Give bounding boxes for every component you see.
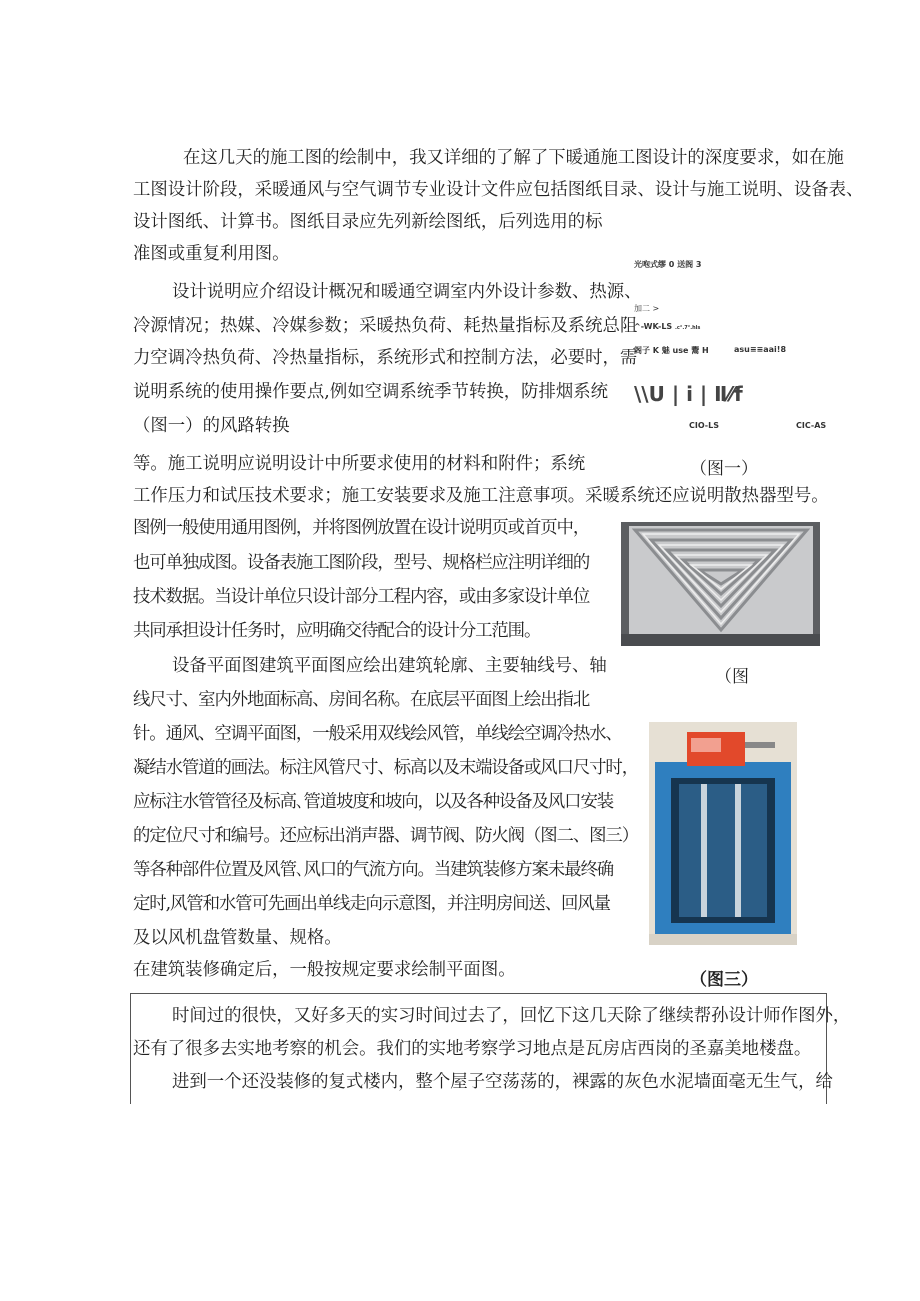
text-line: 的定位尺寸和编号。还应标出消声器、调节阀、防火阀（图二、图三） (133, 826, 639, 846)
text-line: 及以风机盘管数量、规格。 (133, 928, 342, 948)
figure-caption: （图一） (690, 459, 758, 479)
text-line: 冷源情况；热媒、冷媒参数；采暖热负荷、耗热量指标及系统总阻 (133, 316, 638, 336)
figure-caption: （图 (715, 667, 749, 687)
diagram-label-main: ^-WK-LS (634, 322, 673, 331)
text-line: 准图或重复利用图。 (133, 244, 290, 264)
fire-damper-photo (649, 722, 797, 945)
figure-caption: （图三） (690, 970, 758, 990)
text-line: 定时,风管和水管可先画出单线走向示意图，并注明房间送、回风量 (133, 894, 610, 914)
text-line: 技术数据。当设计单位只设计部分工程内容，或由多家设计单位 (133, 587, 590, 607)
text-line: 针。通风、空调平面图，一般采用双线绘风管，单线绘空调冷热水、 (133, 724, 622, 744)
diagram-glyphs: \\U | i | Ⅱ⁄⁄f (634, 382, 743, 406)
diagram-label: 加二 > (634, 304, 660, 313)
text-line: 在建筑装修确定后，一般按规定要求绘制平面图。 (133, 960, 516, 980)
air-diffuser-photo (621, 522, 820, 646)
text-line: 设计说明应介绍设计概况和暖通空调室内外设计参数、热源、 (172, 282, 642, 302)
diagram-label: 光咆式缪 0 送阁 3 (634, 260, 702, 269)
text-line: 凝结水管道的画法。标注风管尺寸、标高以及末端设备或风口尺寸时， (133, 758, 639, 778)
text-line: 工作压力和试压技术要求；施工安装要求及施工注意事项。采暖系统还应说明散热器型号。 (133, 486, 829, 506)
diagram-label (634, 322, 700, 331)
text-line: 也可单独成图。设备表施工图阶段，型号、规格栏应注明详细的 (133, 553, 590, 573)
text-line: 说明系统的使用操作要点,例如空调系统季节转换，防排烟系统 (133, 382, 609, 402)
text-line: 还有了很多去实地考察的机会。我们的实地考察学习地点是瓦房店西岗的圣嘉美地楼盘。 (133, 1039, 812, 1059)
diagram-label: CIC-AS (796, 421, 827, 430)
text-line: （图一）的风路转换 (133, 416, 290, 436)
diagram-label: 阁子 K 魅 use 鬻 H (634, 346, 709, 355)
text-line: 时间过的很快，又好多天的实习时间过去了，回忆下这几天除了继续帮孙设计师作图外， (172, 1006, 851, 1026)
text-line: 进到一个还没装修的复式楼内，整个屋子空荡荡的，裸露的灰色水泥墙面毫无生气，给 (172, 1072, 833, 1092)
text-line: 力空调冷热负荷、冷热量指标，系统形式和控制方法，必要时，需 (133, 348, 638, 368)
text-line: 工图设计阶段，采暖通风与空气调节专业设计文件应包括图纸目录、设计与施工说明、设备表、 (133, 180, 864, 200)
diagram-label: CIO-LS (689, 421, 719, 430)
text-line: 在这几天的施工图的绘制中，我又详细的了解了下暖通施工图设计的深度要求，如在施 (183, 148, 844, 168)
text-line: 应标注水管管径及标高､管道坡度和坡向，以及各种设备及风口安装 (133, 792, 614, 812)
diagram-label-sub: .c°.7°.hls (674, 325, 701, 331)
text-line: 共同承担设计任务时，应明确交待配合的设计分工范围。 (133, 621, 541, 641)
text-line: 等。施工说明应说明设计中所要求使用的材料和附件；系统 (133, 454, 586, 474)
text-line: 设备平面图建筑平面图应绘出建筑轮廓、主要轴线号、轴 (172, 656, 607, 676)
text-line: 图例一般使用通用图例，并将图例放置在设计说明页或首页中， (133, 518, 590, 538)
text-line: 设计图纸、计算书。图纸目录应先列新绘图纸，后列选用的标 (133, 212, 603, 232)
text-line: 等各种部件位置及风管､风口的气流方向。当建筑装修方案未最终确 (133, 860, 614, 880)
diagram-label: asu≡≡aai!8 (734, 345, 787, 354)
text-line: 线尺寸、室内外地面标高、房间名称。在底层平面图上绘出指北 (133, 690, 590, 710)
